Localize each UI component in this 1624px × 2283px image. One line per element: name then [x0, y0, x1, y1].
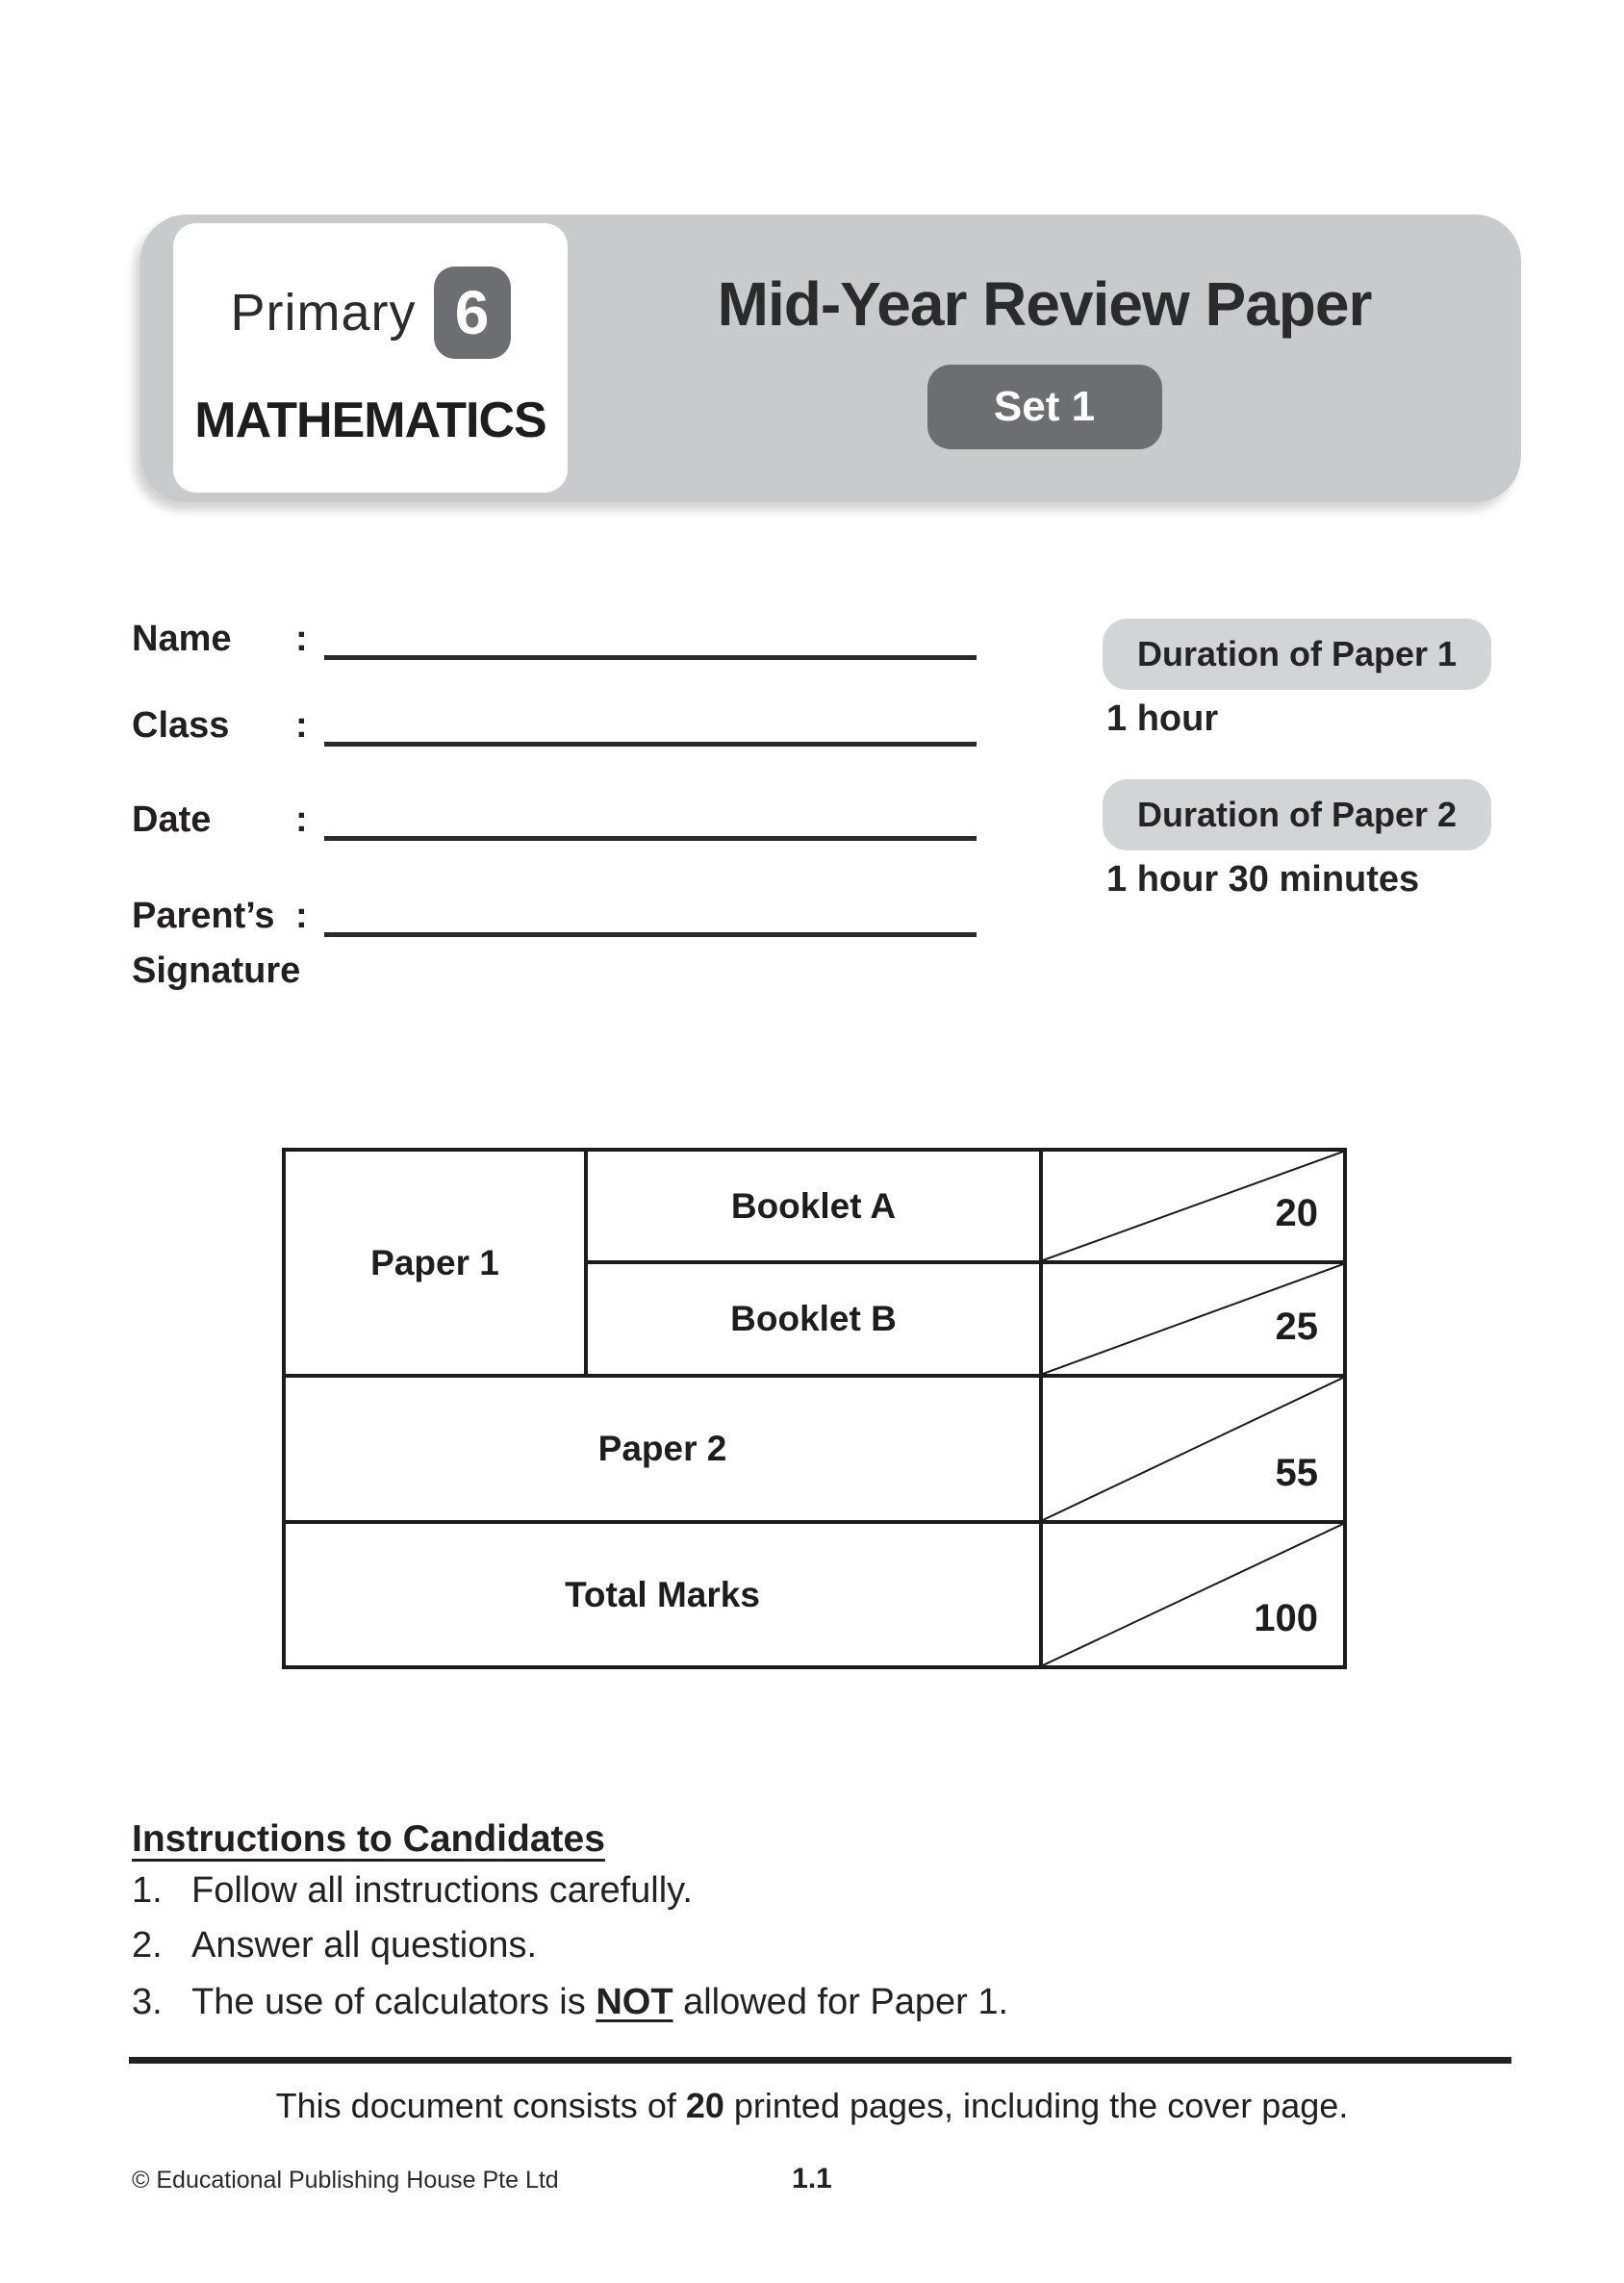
grade-label: Primary: [230, 284, 417, 342]
name-fill-line[interactable]: [324, 621, 977, 660]
table-row: [284, 1376, 1345, 1522]
date-label: Date: [132, 799, 212, 840]
notice-page-count: 20: [685, 2086, 724, 2125]
grade-number: 6: [454, 278, 490, 347]
duration-paper2-pill: [1103, 779, 1491, 850]
parent-signature-label: Parent’s: [132, 896, 275, 936]
table-row: [284, 1150, 1345, 1262]
table-row: [284, 1522, 1345, 1667]
paper1-cell: Paper 1: [284, 1150, 586, 1376]
notice-pre: This document consists of: [275, 2086, 686, 2125]
duration-paper2-value: 1 hour 30 minutes: [1106, 859, 1420, 900]
instruction-text: Answer all questions.: [191, 1925, 538, 1966]
header-title-area: [568, 215, 1521, 502]
horizontal-rule: [129, 2057, 1511, 2064]
brand-grade-row: [231, 266, 511, 359]
set-badge: [927, 365, 1162, 449]
instruction-text: Follow all instructions carefully.: [191, 1870, 693, 1911]
booklet-b-score-cell: [1041, 1262, 1345, 1376]
booklet-a-marks: 20: [1275, 1192, 1318, 1234]
instruction-text: [191, 1982, 1008, 2023]
booklet-b-marks: 25: [1275, 1306, 1318, 1348]
paper2-marks: 55: [1275, 1452, 1318, 1494]
notice-post: printed pages, including the cover page.: [723, 2086, 1349, 2125]
total-marks-cell: Total Marks: [284, 1522, 1041, 1667]
header-banner: [140, 215, 1521, 502]
subject-label: MATHEMATICS: [194, 393, 546, 448]
instruction-number: 1.: [132, 1870, 163, 1911]
instructions-heading: Instructions to Candidates: [132, 1818, 605, 1860]
diagonal-line: [1043, 1524, 1343, 1665]
name-colon: :: [295, 619, 308, 659]
instruction-number: 2.: [132, 1925, 163, 1966]
parent-signature-fill-line[interactable]: [324, 899, 977, 937]
booklet-b-cell: Booklet B: [586, 1262, 1041, 1376]
duration-paper2-title: Duration of Paper 2: [1136, 795, 1458, 834]
instruction-item-1: [132, 1870, 693, 1912]
paper2-score-cell: [1041, 1376, 1345, 1522]
marks-table: [282, 1148, 1347, 1669]
duration-paper1-title: Duration of Paper 1: [1136, 634, 1458, 673]
set-label: Set 1: [993, 382, 1096, 430]
signature-label-line2: Signature: [132, 951, 301, 991]
instruction-text-post: allowed for Paper 1.: [672, 1982, 1009, 2022]
parent-signature-colon: :: [295, 896, 308, 936]
diagonal-line: [1043, 1378, 1343, 1520]
date-fill-line[interactable]: [324, 802, 977, 841]
total-score-cell: [1041, 1522, 1345, 1667]
parent-signature-field-row: [132, 893, 977, 937]
name-label: Name: [132, 619, 232, 659]
instruction-item-3: [132, 1982, 1008, 2023]
duration-paper1-value: 1 hour: [1106, 698, 1219, 739]
total-marks: 100: [1254, 1597, 1318, 1639]
copyright-notice: © Educational Publishing House Pte Ltd: [132, 2167, 559, 2194]
class-colon: :: [295, 705, 308, 746]
booklet-a-score-cell: [1041, 1150, 1345, 1262]
date-colon: :: [295, 799, 308, 840]
document-notice: [0, 2086, 1624, 2126]
class-fill-line[interactable]: [324, 708, 977, 747]
paper-title: Mid-Year Review Paper: [717, 268, 1372, 339]
grade-number-badge: [434, 266, 511, 359]
instruction-text-pre: The use of calculators is: [191, 1982, 596, 2022]
duration-paper1-pill: [1103, 619, 1491, 690]
name-field-row: [132, 616, 977, 660]
date-field-row: [132, 797, 977, 841]
instruction-text-emphasis: NOT: [596, 1982, 673, 2022]
class-field-row: [132, 702, 977, 747]
instruction-item-2: [132, 1925, 537, 1966]
page-number: 1.1: [792, 2163, 832, 2194]
instruction-number: 3.: [132, 1982, 163, 2022]
brand-panel: [173, 223, 568, 493]
paper2-cell: Paper 2: [284, 1376, 1041, 1522]
class-label: Class: [132, 705, 230, 746]
booklet-a-cell: Booklet A: [586, 1150, 1041, 1262]
